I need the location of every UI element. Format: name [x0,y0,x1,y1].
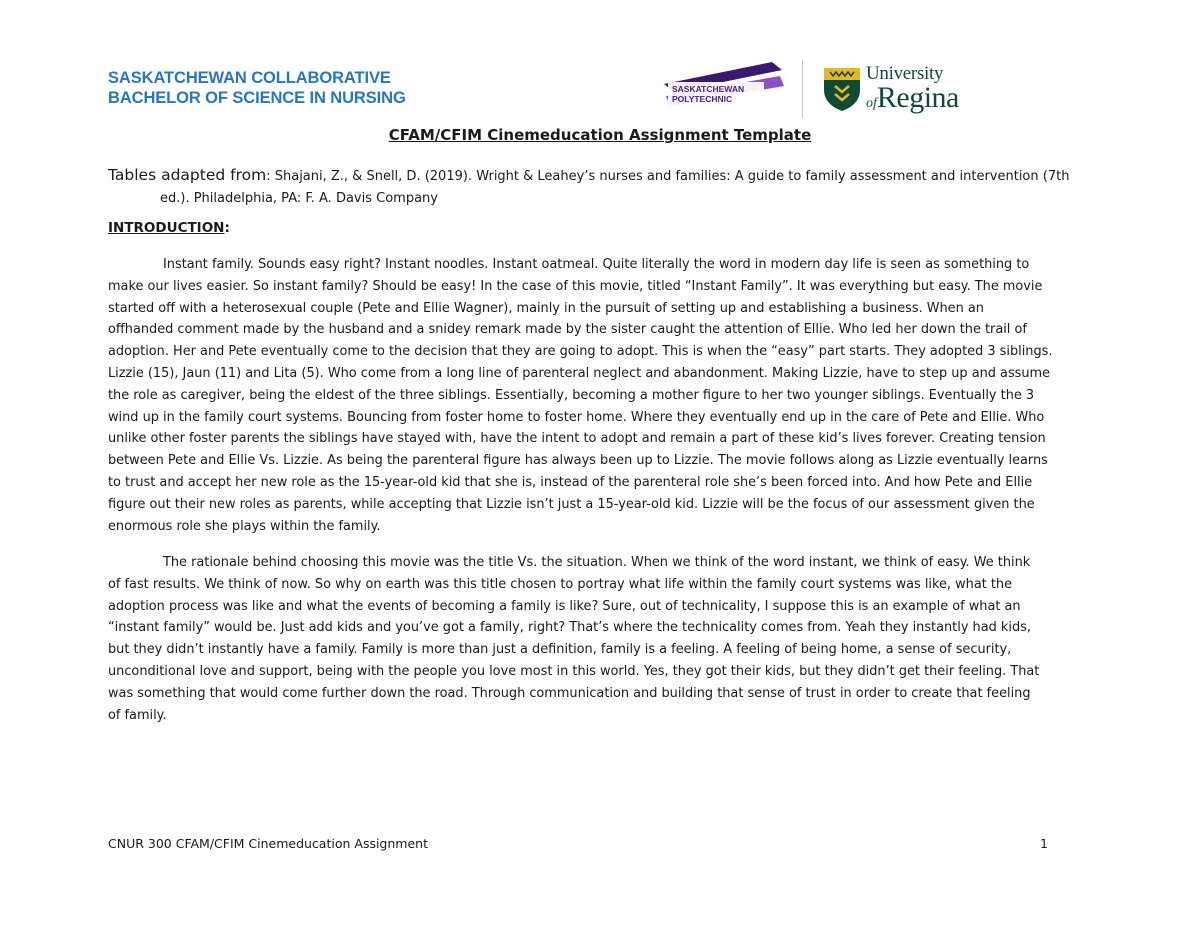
brand-line-2: BACHELOR OF SCIENCE IN NURSING [108,89,406,107]
paragraph-line: started off with a heterosexual couple (Pete and Ellie Wagner), mainly in the pursuit of setting up and establishing a business. When an [108,300,984,316]
uofr-regina-word: Regina [876,81,959,114]
paragraph-line: the role as caregiver, being the eldest of the three siblings. Essentially, becoming a mother figure to her two younger siblings. Eventually the 3 [108,387,1035,403]
paragraph-line: but they didn’t instantly have a family. Family is more than just a definition, family is a feeling. A feeling of being home, a sense of security, [108,642,1012,658]
citation-text-continued: ed.). Philadelphia, PA: F. A. Davis Company [160,191,438,206]
saskatchewan-polytechnic-logo [660,56,785,118]
paragraph-line: unconditional love and support, being with the people you love most in this world. Yes, they got their kids, but they didn’t get their feeling. That [108,663,1040,679]
paragraph-line: of fast results. We think of now. So why on earth was this title chosen to portray what life within the family court systems was like, what the [108,576,1013,592]
poly-logo-line-1: SASKATCHEWAN [672,84,745,94]
paragraph-line: figure out their new roles as parents, while accepting that Lizzie isn’t just a 15-year-old kid. Lizzie will be the focus of our assessment given the [108,496,1035,512]
introduction-heading-text: INTRODUCTION [108,220,225,236]
citation [108,164,1118,210]
paragraph-line: “instant family” would be. Just add kids and you’ve got a family, right? That’s where the technicality comes from. Yeah they instantly had kids, [108,620,1031,636]
uofr-university-word: University [866,63,944,84]
introduction-heading [108,220,230,236]
paragraph-line: was something that would come further down the road. Through communication and building that sense of trust in order to create that feeling [108,685,1031,701]
paragraph-line: Lizzie (15), Jaun (11) and Lita (5). Who come from a long line of parenteral neglect and abandonment. Making Lizzie, have to step up and assume [108,365,1051,381]
citation-text: : Shajani, Z., & Snell, D. (2019). Wright & Leahey’s nurses and families: A guide to family assessment and intervention (7th [266,169,1070,184]
paragraph-line: offhanded comment made by the husband and a snidey remark made by the sister caught the attention of Ellie. Who led her down the trail of [108,322,1027,338]
document-title: CFAM/CFIM Cinemeducation Assignment Template [388,126,812,144]
introduction-paragraph-2 [108,552,1093,726]
university-of-regina-logo [866,64,959,118]
uofr-of-word: of [866,96,877,111]
introduction-paragraph-1 [108,254,1093,537]
poly-logo-line-2: POLYTECHNIC [672,94,733,104]
paragraph-line: adoption process was like and what the events of becoming a family is like? Sure, out of technicality, I suppose this is an example of what an [108,598,1021,614]
paragraph-line: wind up in the family court systems. Bouncing from foster home to foster home. Where they eventually end up in the care of Pete and Ellie. Who [108,409,1045,425]
university-crest-icon [822,66,862,112]
footer-page-number: 1 [1040,836,1048,851]
paragraph-line: unlike other foster parents the siblings have stayed with, have the intent to adopt and remain a part of these kid’s lives forever. Creating tension [108,431,1046,447]
paragraph-line: enormous role she plays within the family. [108,518,381,534]
logo-divider [802,60,803,118]
paragraph-line: The rationale behind choosing this movie was the title Vs. the situation. When we think of the word instant, we think of easy. We think [163,555,1031,570]
paragraph-line: to trust and accept her new role as the 15-year-old kid that she is, instead of the parenteral role she’s been forced into. And how Pete and Ellie [108,474,1033,490]
footer-course-title: CNUR 300 CFAM/CFIM Cinemeducation Assignment [108,836,428,851]
nursing-program-logo [108,68,406,108]
citation-lead: Tables adapted from [108,166,267,184]
paragraph-line: adoption. Her and Pete eventually come to the decision that they are going to adopt. This is when the “easy” part starts. They adopted 3 siblings. [108,344,1053,360]
paragraph-line: between Pete and Ellie Vs. Lizzie. As being the parenteral figure has always been up to Lizzie. The movie follows along as Lizzie eventually learns [108,453,1048,469]
paragraph-line: Instant family. Sounds easy right? Instant noodles. Instant oatmeal. Quite literally the word in modern day life is seen as something to [163,257,1030,272]
brand-line-1: SASKATCHEWAN COLLABORATIVE [108,69,391,87]
paragraph-line: of family. [108,707,167,723]
paragraph-line: make our lives easier. So instant family? Should be easy! In the case of this movie, titled “Instant Family”. It was everything but easy. The movie [108,278,1043,294]
introduction-heading-colon: : [224,220,230,236]
